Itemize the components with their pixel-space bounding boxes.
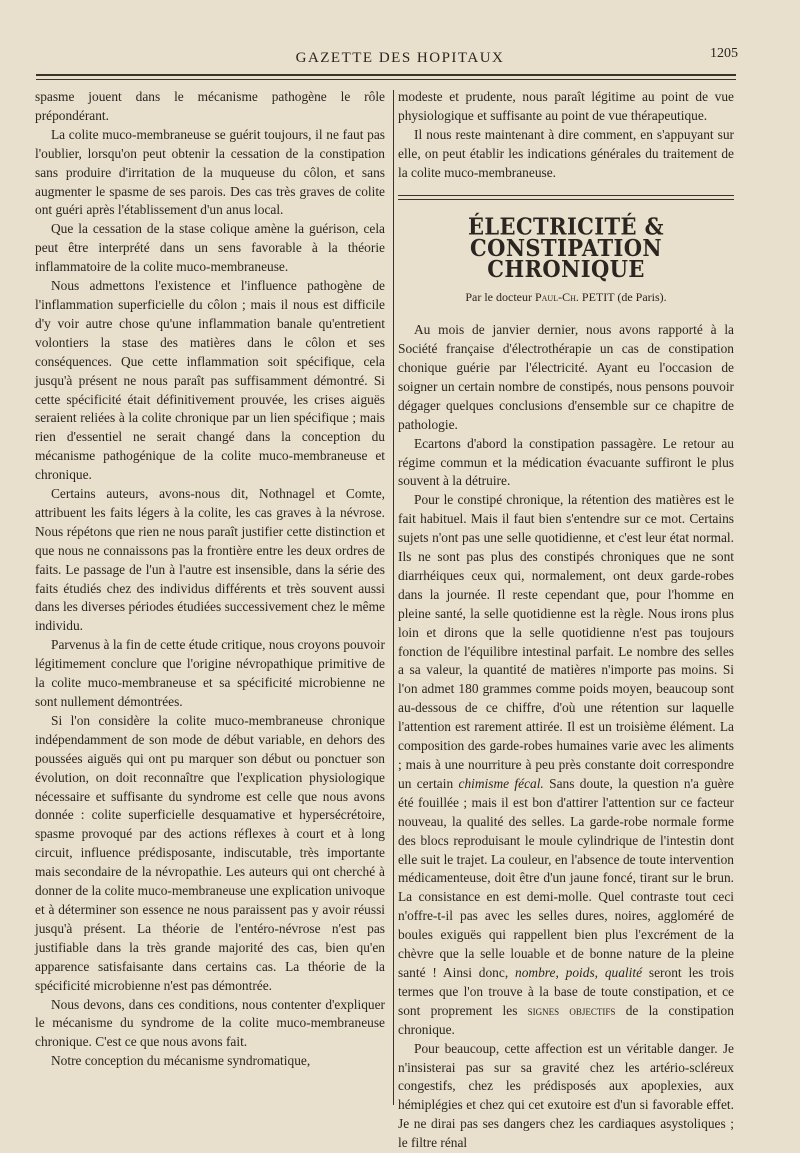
paragraph: Certains auteurs, avons-nous dit, Nothnagel et Comte, attribuent les faits légers à la colite, les cas graves à la névrose. Nous répétons que rien ne nous paraît justifier cette distinction et que nous ne connaissons pas la frontière entre les deux ordres de faits. Le passage de l'un à l'autre est insensible, dans la série des faits étudiés chez des individus différents et très souvent aussi dans les diverses périodes étudiées successivement chez le même individu. xyxy=(35,486,385,634)
text-run: seront les trois termes que l'on trouve à la base de toute constipation, et ce sont proprement les xyxy=(398,964,735,1018)
paragraph: Au mois de janvier dernier, nous avons rapporté à la Société française d'électrothérapie un cas de constipation chonique guérie par l'électricité. Ayant eu l'occasion de soigner un certain nombre de constipés, nous pensons pouvoir dégager quelques conclusions d'ensemble sur ce chapitre de pathologie. xyxy=(398,322,734,432)
paragraph: Nous devons, dans ces conditions, nous contenter d'expliquer le mécanisme du syndrome de la colite muco-membraneuse chronique. C'est ce que nous avons fait. xyxy=(35,996,385,1050)
paragraph: Pour beaucoup, cette affection est un véritable danger. Je n'insisterai pas sur sa gravité chez les artério-scléreux congestifs, chez les prédisposés aux apoplexies, aux hémiplégies et chez qui cet exutoire est d'un si favorable effet. Je ne dirai pas ses dangers chez les cardiaques asystoliques ; le filtre rénal xyxy=(398,1040,734,1151)
page-number: 1205 xyxy=(710,46,738,61)
paragraph: spasme jouent dans le mécanisme pathogène le rôle prépondérant. xyxy=(35,89,385,123)
emphasis: chimisme fécal. xyxy=(458,775,544,791)
paragraph: Notre conception du mécanisme syndromatique, xyxy=(51,1053,311,1069)
byline-prefix: Par le docteur xyxy=(465,290,532,305)
section-rule xyxy=(398,195,734,196)
section-rule xyxy=(398,199,734,200)
left-column xyxy=(35,88,385,1071)
emphasis: nombre, poids, qualité xyxy=(515,964,643,980)
byline-author: Paul-Ch. xyxy=(534,290,579,305)
paragraph: Ecartons d'abord la constipation passagère. Le retour au régime commun et la médication évacuante suffiront le plus souvent à la détruire. xyxy=(398,435,734,489)
header-rule-thin xyxy=(36,79,736,80)
text-run: Sans doute, la question n'a guère été fouillée ; mais il est bon d'attirer l'attention sur ce facteur nouveau, la qualité des selles. La garde-robe normale forme des blocs reproduisant le moule cylindrique de l'intestin dont elle suit le trajet. La couleur, en l'absence de toute intervention médicamenteuse, doit être d'un jaune foncé, tirant sur le brun. La consistance en est demi-molle. Quel contraste tout ceci n'offre-t-il pas avec les selles dures, noires, aggloméré de boules exiguës qui rappellent bien plus l'excrément de la chèvre que la selle louable et de bonne nature de la pleine santé ! Ainsi donc, xyxy=(398,775,734,980)
byline xyxy=(398,288,734,307)
paragraph: Nous admettons l'existence et l'influence pathogène de l'inflammation superficielle du côlon ; mais il nous est difficile d'y voir autre chose qu'une inflammation banale qu'entretient volontiers la stase des matières dans le côlon et ses conséquences. Que cette inflammation soit spécifique, cela jusqu'à présent ne nous paraît pas suffisamment démontré. Si cette spécificité était définitivement prouvée, les crises aiguës seraient reliées à la colite chronique par un lien spécifique ; mais rien d'essentiel ne serait changé dans la conception du mécanisme pathogénique de la colite muco-membraneuse et chronique. xyxy=(35,278,385,483)
small-caps-term: signes objectifs xyxy=(527,1002,616,1018)
paragraph xyxy=(398,491,734,1039)
paragraph: Parvenus à la fin de cette étude critique, nous croyons pouvoir légitimement conclure que l'origine névropathique primitive de la colite muco-membraneuse et sa spécificité microbienne ne sont nullement démontrées. xyxy=(35,637,385,709)
paragraph: Que la cessation de la stase colique amène la guérison, cela peut être interprété dans un sens favorable à la théorie inflammatoire de la colite muco-membraneuse. xyxy=(35,221,385,275)
running-title: GAZETTE DES HOPITAUX xyxy=(295,50,505,66)
text-run: de la constipation chronique. xyxy=(398,1002,734,1037)
paragraph: modeste et prudente, nous paraît légitime au point de vue physiologique et suffisante au point de vue thérapeutique. xyxy=(398,89,734,123)
column-divider xyxy=(393,90,394,1105)
paragraph: La colite muco-membraneuse se guérit toujours, il ne faut pas l'oublier, lorsqu'on peut obtenir la cessation de la constipation sans produire d'irritation de la muqueuse du côlon, et sans augmenter le spasme de ses parois. Des cas très graves de colite ont guéri après l'établissement d'un anus local. xyxy=(35,126,385,218)
header-rule xyxy=(36,74,736,76)
article-title: ÉLECTRICITÉ & CONSTIPATION CHRONIQUE xyxy=(467,211,665,282)
paragraph: Il nous reste maintenant à dire comment, en s'appuyant sur elle, on peut établir les indications générales du traitement de la colite muco-membraneuse. xyxy=(398,126,734,180)
paragraph: Si l'on considère la colite muco-membraneuse chronique indépendamment de son mode de début variable, en dehors des poussées aiguës qui ont pu marquer son début ou ponctuer son évolution, on doit reconnaître que l'explication physiologique nécessaire et suffisante du syndrome est celle que nous avons donnée : colite superficielle desquamative et hypersécrétoire, spasme provoqué par des actions réflexes à court et à long circuit, influence prédisposante, indiscutable, très importante mais secondaire de la névropathie. Les auteurs qui ont cherché à donner de la colite muco-membraneuse une explication univoque et à déterminer son essence ne nous paraissent pas y avoir réussi jusqu'à présent. La théorie de l'entéro-névrose n'est pas justifiable dans la très grande majorité des cas, bien qu'en apparence satisfaisante dans certains cas. La théorie de la spécificité microbienne n'est pas démontrée. xyxy=(35,712,385,993)
right-column xyxy=(398,88,734,1153)
text-run: Pour le constipé chronique, la rétention des matières est le fait habituel. Mais il faut bien s'entendre sur ce mot. Certains sujets n'ont pas une selle quotidienne, et c'est leur état normal. Ils ne sont pas plus des constipés chroniques que ne sont diarrhéiques ceux qui, normalement, ont deux garde-robes dans la journée. Il reste cependant que, pour l'homme en pleine santé, la selle quotidienne est la règle. Nous irons plus loin et dirons que la selle quotidienne n'est pas toujours fonction de l'équilibre intestinal parfait. Le nombre des selles a sa valeur, la quantité de matières n'importe pas moins. Si l'on admet 180 grammes comme poids moyen, beaucoup sont au-dessous de ce chiffre, d'où une rétention sur laquelle l'attention est rarement attirée. Il est un troisième élément. La composition des garde-robes humaines varie avec les aliments ; mais à une nourriture à peu près constante doit correspondre un certain xyxy=(398,492,734,791)
byline-name: PETIT (de Paris). xyxy=(581,290,667,305)
